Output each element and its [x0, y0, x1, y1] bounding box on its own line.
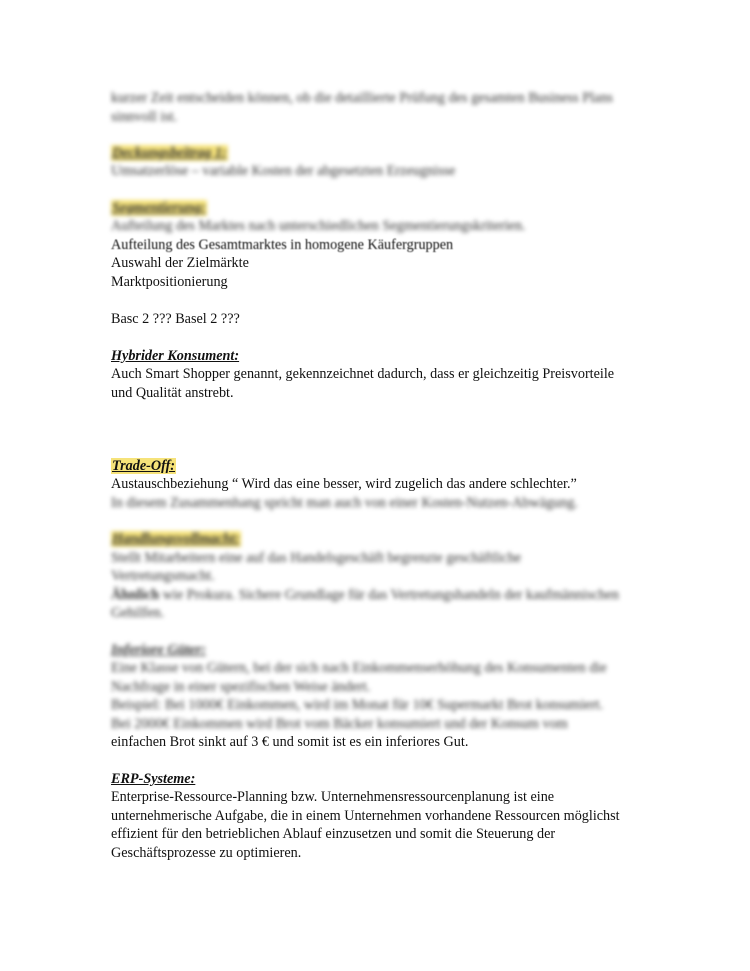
segmentierung-line-4: Marktpositionierung [111, 274, 228, 290]
erp-line-2: unternehmerische Aufgabe, die in einem Unternehmen vorhandene Ressourcen möglichst [111, 808, 620, 824]
handlungsvollmacht-line-4: Gehilfen. [111, 605, 165, 621]
hybrider-line-2: und Qualität anstrebt. [111, 385, 234, 401]
inferiore-heading-row [111, 641, 206, 659]
intro-line-1: kurzer Zeit entscheiden können, ob die detaillierte Prüfung des gesamten Business Plans [111, 90, 613, 106]
handlungsvollmacht-heading-row [111, 530, 241, 548]
erp-line-1: Enterprise-Ressource-Planning bzw. Unternehmensressourcenplanung ist eine [111, 789, 555, 805]
deckungsbeitrag-heading-row [111, 144, 228, 162]
handlungsvollmacht-heading: Handlungsvollmacht: [112, 531, 240, 547]
segmentierung-heading: Segmentierung: [112, 200, 206, 216]
inferiore-heading: Inferiore Güter: [111, 642, 206, 658]
inferiore-line-3: Beispiel: Bei 1000€ Einkommen, wird im Monat für 10€ Supermarkt Brot konsumiert. [111, 697, 604, 713]
handlungsvollmacht-line-1: Stellt Mitarbeitern eine auf das Handelsgeschäft begrenzte geschäftliche [111, 550, 522, 566]
segmentierung-heading-row [111, 199, 207, 217]
tradeoff-blurred-line: In diesem Zusammenhang spricht man auch von einer Kosten-Nutzen-Abwägung. [111, 495, 578, 511]
tradeoff-heading-row [111, 457, 176, 475]
erp-heading: ERP-Systeme: [111, 771, 196, 787]
erp-line-3: effizient für den betrieblichen Ablauf einzusetzen und somit die Steuerung der [111, 826, 556, 842]
segmentierung-partial-line: Aufteilung des Gesamtmarktes in homogene Käufergruppen [111, 237, 454, 253]
inferiore-line-4: Bei 2000€ Einkommen wird Brot vom Bäcker konsumiert und der Konsum vom [111, 716, 568, 732]
deckungsbeitrag-text: Umsatzerlöse – variable Kosten der abgesetzten Erzeugnisse [111, 163, 456, 179]
inferiore-line-1: Eine Klasse von Gütern, bei der sich nach Einkommenserhöhung des Konsumenten die [111, 660, 607, 676]
handlungsvollmacht-line-3 [111, 586, 619, 604]
basel-line: Basc 2 ??? Basel 2 ??? [111, 311, 240, 327]
inferiore-line-2: Nachfrage in einer spezifischen Weise ändert. [111, 679, 371, 695]
handlungsvollmacht-line-3-rest: wie Prokura. Sichere Grundlage für das Vertretungshandeln der kaufmännischen [159, 587, 620, 603]
hybrider-heading-row [111, 347, 239, 365]
hybrider-line-1: Auch Smart Shopper genannt, gekennzeichnet dadurch, dass er gleichzeitig Preisvorteile [111, 366, 615, 382]
inferiore-line-5: einfachen Brot sinkt auf 3 € und somit ist es ein inferiores Gut. [111, 734, 469, 750]
deckungsbeitrag-heading: Deckungsbeitrag 1: [112, 145, 227, 161]
handlungsvollmacht-bold-word: Ähnlich [111, 587, 160, 603]
hybrider-heading: Hybrider Konsument: [111, 348, 240, 364]
erp-line-4: Geschäftsprozesse zu optimieren. [111, 845, 302, 861]
intro-line-2: sinnvoll ist. [111, 109, 178, 125]
tradeoff-heading: Trade-Off: [112, 458, 176, 474]
segmentierung-line-3: Auswahl der Zielmärkte [111, 255, 249, 271]
erp-heading-row [111, 770, 195, 788]
handlungsvollmacht-line-2: Vertretungsmacht. [111, 568, 215, 584]
tradeoff-line-1: Austauschbeziehung “ Wird das eine besser, wird zugelich das andere schlechter.” [111, 476, 577, 492]
segmentierung-blurred-line: Aufteilung des Marktes nach unterschiedlichen Segmentierungskriterien. [111, 218, 526, 234]
